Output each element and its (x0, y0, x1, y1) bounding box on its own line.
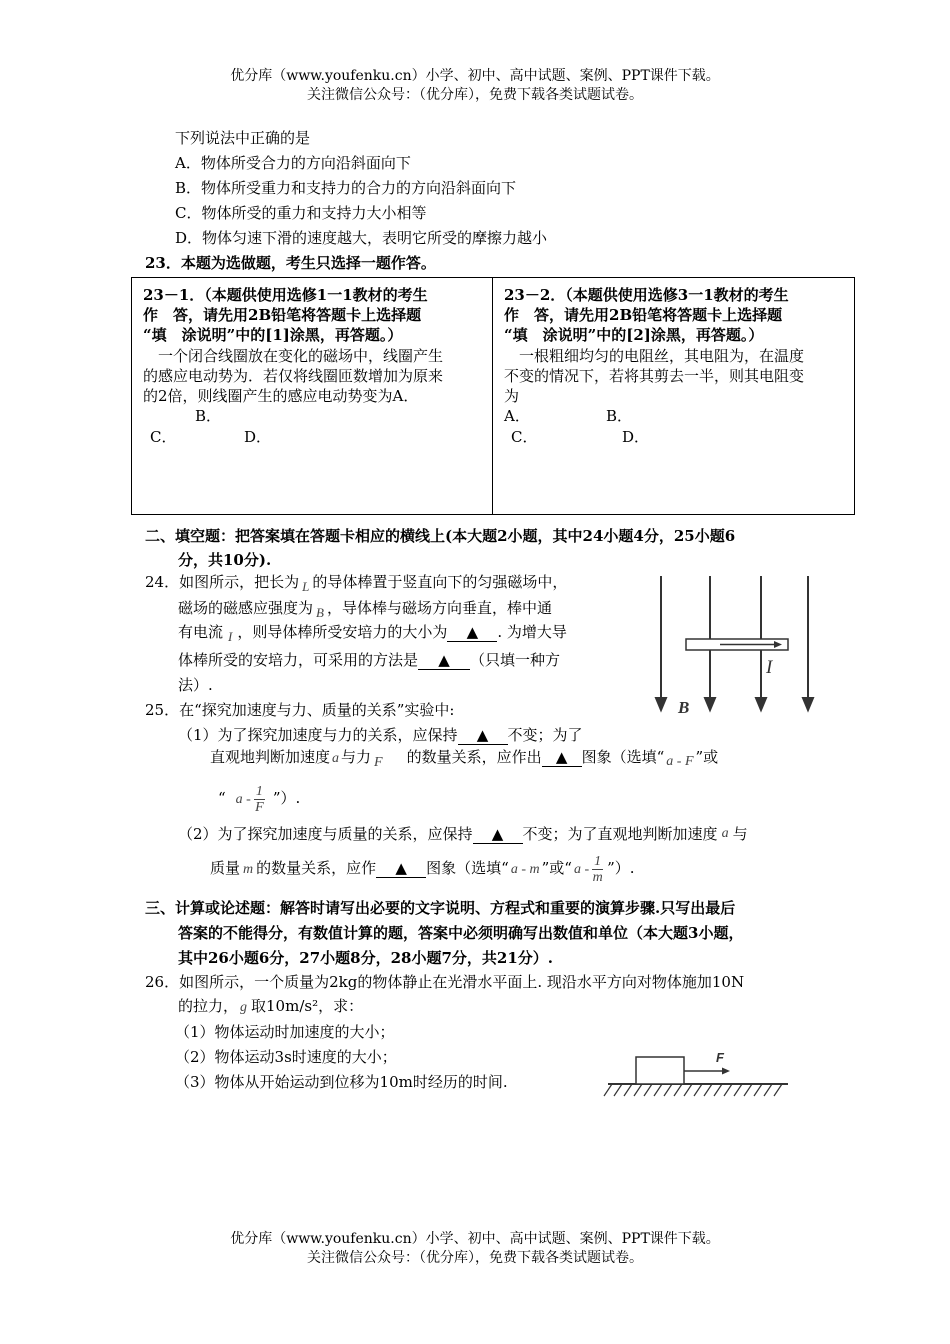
q25-text: （2）为了探究加速度与质量的关系，应保持 (178, 825, 473, 843)
q23-1-option-c: C． (150, 428, 177, 446)
q24-line4 (178, 650, 560, 670)
q25-text: 直观地判断加速度 (210, 748, 331, 766)
q23-2-body3: 为 (504, 387, 520, 405)
var-b: B (316, 605, 324, 620)
fraction-denominator: F (255, 799, 264, 815)
q25-text: （1）为了探究加速度与力的关系，应保持 (178, 726, 458, 744)
field-arrowhead (656, 698, 666, 710)
q26-text: 的拉力， (178, 997, 239, 1015)
q24-answer-blank-2[interactable]: ▲ (418, 651, 470, 670)
q24-line1 (145, 572, 567, 593)
q25-answer-blank-4[interactable]: ▲ (376, 859, 426, 878)
q25-part1-line1 (178, 725, 583, 745)
q22-option-d: D．物体匀速下滑的速度越大，表明它所受的摩擦力越小 (175, 229, 548, 247)
q25-part2-line2 (210, 848, 635, 890)
q26-text: 取10m/s²，求： (251, 997, 364, 1015)
q26-line2 (178, 996, 363, 1018)
label-b: B (678, 698, 690, 717)
q23-2-body1: 一根粗细均匀的电阻丝，其电阻为，在温度 (504, 347, 805, 365)
site-header-line1: 优分库（www.youfenku.cn）小学、初中、高中试题、案例、PPT课件下载。 (230, 68, 720, 84)
q24-text: 体棒所受的安培力，可采用的方法是 (178, 651, 419, 669)
option-a-m: a - m (510, 862, 540, 877)
option-a-1-over-f-prefix: a - (235, 792, 251, 807)
section2-heading-line1: 二、填空题：把答案填在答题卡相应的横线上(本大题2小题，其中24小题4分，25小题6 (145, 527, 736, 545)
q24-text: （只填一种方 (470, 651, 561, 669)
q26-line1: 26．如图所示，一个质量为2kg的物体静止在光滑水平面上. 现沿水平方向对物体施加10N (145, 973, 745, 991)
q25-answer-blank-3[interactable]: ▲ (473, 825, 523, 844)
q23-2-body2: 不变的情况下，若将其剪去一半，则其电阻变 (504, 367, 805, 385)
q25-text: “ (218, 789, 226, 807)
q25-text: 的数量关系，应作出 (406, 748, 542, 766)
q24-line3 (178, 622, 567, 643)
q25-title: 25．在“探究加速度与力、质量的关系”实验中: (145, 701, 455, 719)
q23-1-body2: 的感应电动势为．若仅将线圈匝数增加为原来 (143, 367, 444, 385)
q24-text: ，则导体棒所受安培力的大小为 (237, 623, 448, 641)
force-arrowhead (722, 1068, 730, 1075)
q24-text: 24．如图所示，把长为 (145, 573, 300, 591)
q25-answer-blank-2[interactable]: ▲ (542, 748, 582, 767)
q25-text: 与力 (341, 748, 372, 766)
q24-line5: 法）. (178, 676, 213, 694)
fraction-1-over-m (592, 854, 603, 885)
site-header-line2: 关注微信公众号：（优分库），免费下载各类试题试卷。 (307, 87, 643, 103)
section3-heading-line3: 其中26小题6分，27小题8分，28小题7分，共21分）. (178, 949, 554, 967)
q24-text: 有电流 (178, 623, 224, 641)
q25-text: ”或“ (541, 859, 572, 877)
site-footer-line2: 关注微信公众号：（优分库），免费下载各类试题试卷。 (307, 1250, 643, 1266)
var-i: I (228, 629, 233, 644)
field-arrowhead (705, 698, 715, 710)
q26-part1: （1）物体运动时加速度的大小； (175, 1023, 395, 1041)
q25-part1-line2 (210, 747, 718, 769)
q23-1-head1: 23－1．（本题供使用选修1一1教材的考生 (143, 286, 428, 304)
q24-line2 (178, 598, 552, 619)
block (636, 1057, 684, 1084)
fraction-1-over-f (254, 784, 265, 815)
q26-part3: （3）物体从开始运动到位移为10m时经历的时间. (175, 1073, 508, 1091)
option-a-f: a - F (666, 754, 694, 769)
var-a: a (721, 826, 729, 841)
section3-heading-line1: 三、计算或论述题：解答时请写出必要的文字说明、方程式和重要的演算步骤.只写出最后 (145, 899, 736, 917)
q23-1-option-d: D． (244, 428, 272, 446)
fraction-denominator: m (592, 869, 603, 885)
q25-text: ”）. (272, 789, 301, 807)
field-arrowhead (756, 698, 766, 710)
q23-1-head2: 作 答，请先用2B铅笔将答题卡上选择题 (143, 306, 422, 324)
var-g: g (240, 1000, 248, 1015)
fraction-numerator: 1 (594, 853, 602, 869)
q24-answer-blank-1[interactable]: ▲ (447, 623, 497, 642)
option-a-1-over-m-prefix: a - (573, 862, 590, 877)
section2-heading-line2: 分，共10分). (178, 551, 272, 569)
q23-1-body3: 的2倍，则线圈产生的感应电动势变为A． (143, 387, 419, 405)
q23-2-head1: 23－2．（本题供使用选修3一1教材的考生 (504, 286, 789, 304)
fraction-numerator: 1 (255, 783, 263, 799)
q25-text: 图象（选填“ (426, 859, 509, 877)
field-arrowhead (803, 698, 813, 710)
label-f: F (716, 1050, 724, 1065)
q22-option-c: C．物体所受的重力和支持力大小相等 (175, 204, 427, 222)
q25-part2-line1 (178, 824, 748, 846)
section3-heading-line2: 答案的不能得分，有数值计算的题，答案中必须明确写出数值和单位（本大题3小题， (178, 924, 744, 942)
q26-part2: （2）物体运动3s时速度的大小； (175, 1048, 397, 1066)
ground-hatching (604, 1084, 782, 1096)
q25-text: ”）. (607, 859, 635, 877)
q23-title: 23．本题为选做题，考生只选择一题作答。 (145, 254, 436, 272)
var-l: L (302, 579, 310, 594)
q23-1-body1: 一个闭合线圈放在变化的磁场中，线圈产生 (143, 347, 444, 365)
label-i: I (766, 657, 773, 678)
site-footer-line1: 优分库（www.youfenku.cn）小学、初中、高中试题、案例、PPT课件下载。 (230, 1231, 720, 1247)
q23-2-option-b: B． (606, 407, 633, 425)
q23-1-head3: “填 涂说明”中的[1]涂黑，再答题。） (143, 326, 403, 344)
magnetic-field-figure (638, 572, 818, 722)
q22-option-a: A．物体所受合力的方向沿斜面向下 (175, 154, 411, 172)
q23-2-option-c: C． (511, 428, 538, 446)
q25-text: 质量 (210, 859, 241, 877)
q23-2-head2: 作 答，请先用2B铅笔将答题卡上选择题 (504, 306, 783, 324)
q25-text: 的数量关系，应作 (256, 859, 377, 877)
block-force-figure (598, 1040, 798, 1102)
q25-part1-line3 (218, 778, 300, 820)
q24-text: ，导体棒与磁场方向垂直，棒中通 (326, 599, 552, 617)
var-a: a (332, 751, 340, 766)
q23-2-option-d: D． (622, 428, 650, 446)
var-f: F (374, 755, 383, 770)
q25-text: 与 (732, 825, 748, 843)
q25-answer-blank-1[interactable]: ▲ (458, 726, 508, 745)
q25-text: 图象（选填“ (581, 748, 665, 766)
q25-text: 不变；为了直观地判断加速度 (522, 825, 718, 843)
q23-2-head3: “填 涂说明”中的[2]涂黑，再答题。） (504, 326, 764, 344)
q23-1-option-b: B． (195, 407, 222, 425)
q22-stem: 下列说法中正确的是 (175, 129, 311, 147)
q25-text: 不变；为了 (507, 726, 583, 744)
q22-option-b: B．物体所受重力和支持力的合力的方向沿斜面向下 (175, 179, 517, 197)
q25-text: ”或 (695, 748, 719, 766)
q24-text: 磁场的磁感应强度为 (178, 599, 314, 617)
q23-2-option-a: A． (504, 407, 530, 425)
var-m: m (243, 862, 254, 877)
q24-text: . 为增大导 (497, 623, 567, 641)
q24-text: 的导体棒置于竖直向下的匀强磁场中， (312, 573, 568, 591)
